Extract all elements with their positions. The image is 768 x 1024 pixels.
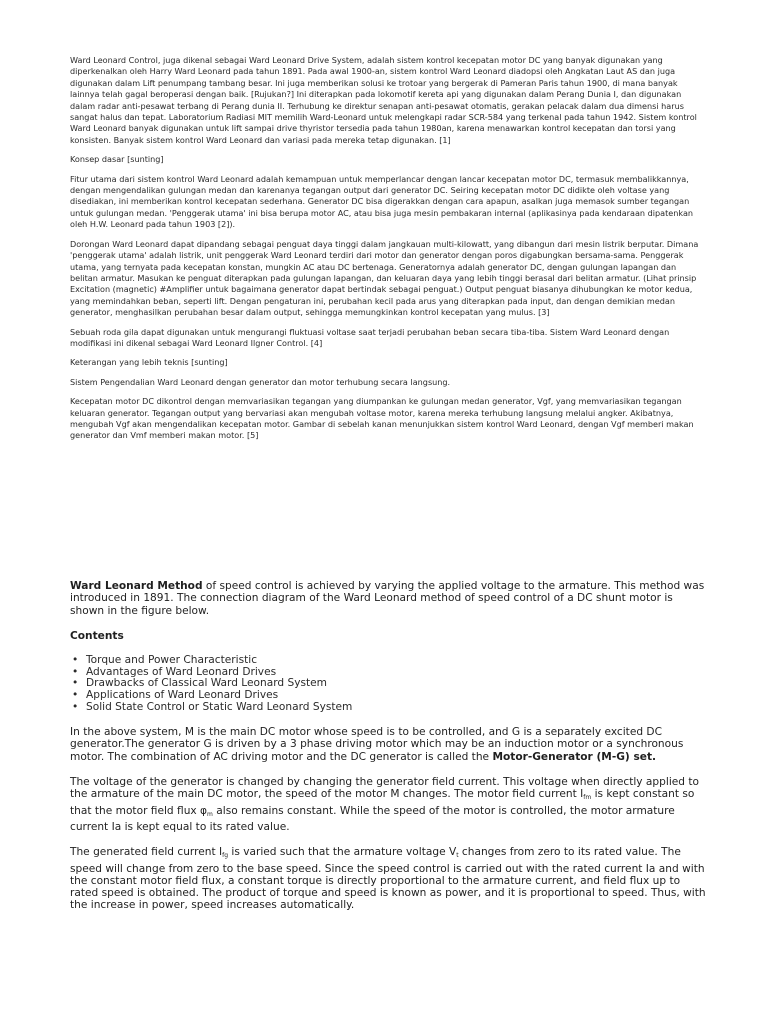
subscript: fg: [222, 852, 229, 860]
paragraph: Sebuah roda gila dapat digunakan untuk mengurangi fluktuasi voltase saat terjadi perubahan beban secara tiba-tiba. Sistem Ward Leonard dengan modifikasi ini dikenal sebagai Ward Leonard Ilgner Control. [4]: [70, 326, 670, 348]
paragraph-text: is varied such that the armature voltage V: [228, 846, 457, 859]
paragraph-bold: Motor-Generator (M-G) set.: [492, 750, 657, 763]
paragraph: [70, 776, 710, 833]
subscript: m: [207, 810, 213, 818]
section-heading: Konsep dasar [sunting]: [70, 154, 164, 165]
contents-item[interactable]: • Torque and Power Characteristic: [86, 655, 710, 667]
contents-list: [70, 655, 710, 713]
contents-heading: Contents: [70, 629, 124, 642]
paragraph-text: The voltage of the generator is changed by changing the generator field current. This voltage when directly applied to the armature of the main DC motor, the speed of the motor M changes. The motor field current I: [70, 776, 700, 801]
paragraph: Kecepatan motor DC dikontrol dengan memvariasikan tegangan yang diumpankan ke gulungan medan generator, Vgf, yang memvariasikan tegangan keluaran generator. Tegangan output yang bervariasi akan mengubah voltase motor, karena mereka terhubung langsung melalui angker. Akibatnya, mengubah Vgf akan mengendalikan kecepatan motor. Gambar di sebelah kanan menunjukkan sistem kontrol Ward Leonard, dengan Vgf memberi makan generator dan Vmf memberi makan motor. [5]: [70, 396, 694, 441]
paragraph-text: In the above system, M is the main DC motor whose speed is to be controlled, and G is a separately excited DC generator.The generator G is driven by a 3 phase driving motor which may be an induction motor or a synchronous motor. The combination of AC driving motor and the DC generator is called the: [70, 726, 684, 763]
paragraph-text: is kept constant so that the motor field flux φ: [70, 788, 695, 817]
intro-paragraph: [70, 580, 710, 617]
contents-item[interactable]: • Drawbacks of Classical Ward Leonard System: [86, 678, 710, 690]
paragraph-text: also remains constant. While the speed of the motor is controlled, the motor armature current Ia is kept equal to its rated value.: [70, 804, 675, 833]
section-heading: Keterangan yang lebih teknis [sunting]: [70, 357, 228, 368]
subscript: t: [456, 852, 459, 860]
contents-item[interactable]: • Advantages of Ward Leonard Drives: [86, 667, 710, 679]
intro-text: of speed control is achieved by varying the applied voltage to the armature. This method was introduced in 1891. The connection diagram of the Ward Leonard method of speed control of a DC shunt motor is shown in the figure below.: [70, 580, 705, 617]
paragraph: [70, 846, 710, 911]
intro-bold: Ward Leonard Method: [70, 580, 203, 592]
paragraph: [70, 726, 710, 763]
paragraph: Fitur utama dari sistem kontrol Ward Leonard adalah kemampuan untuk memperlancar dengan lancar kecepatan motor DC, termasuk membalikkannya, dengan mengendalikan gulungan medan dan karenanya tegangan output dari generator DC. Seiring kecepatan motor DC didikte oleh voltase yang disediakan, ini memberikan kontrol kecepatan sederhana. Generator DC bisa digerakkan dengan cara apapun, asalkan juga memasok sumber tegangan untuk gulungan medan. 'Penggerak utama' ini bisa berupa motor AC, atau bisa juga mesin pembakaran internal (aplikasinya pada kendaraan dipatenkan oleh H.W. Leonard pada tahun 1903 [2]).: [70, 173, 694, 230]
paragraph: Dorongan Ward Leonard dapat dipandang sebagai penguat daya tinggi dalam jangkauan multi-kilowatt, yang dibangun dari mesin listrik berputar. Dimana 'penggerak utama' adalah listrik, unit penggerak Ward Leonard terdiri dari motor dan generator dengan poros digabungkan bersama-sama. Penggerak utama, yang ternyata pada kecepatan konstan, mungkin AC atau DC bertenaga. Generatornya adalah generator DC, dengan gulungan lapangan dan belitan armatur. Masukan ke penguat diterapkan pada gulungan lapangan, dan keluaran daya yang lebih tinggi berasal dari belitan armatur. (Lihat prinsip Excitation (magnetic) #Amplifier untuk bagaimana generator dapat bertindak sebagai penguat.) Output penguat biasanya dihubungkan ke motor kedua, yang memindahkan beban, seperti lift. Dengan pengaturan ini, perubahan kecil pada arus yang diterapkan pada input, dan dengan demikian medan generator, menghasilkan perubahan besar dalam output, sehingga memungkinkan kontrol kecepatan yang mulus. [3]: [70, 238, 699, 318]
paragraph-text: changes from zero to its rated value. The speed will change from zero to the base speed. Since the speed control is carried out with the rated current Ia and with the constant motor field flux, a constant torque is directly proportional to the armature current, and field flux up to rated speed is obtained. The product of torque and speed is known as power, and it is proportional to speed. Thus, with the increase in power, speed increases automatically.: [70, 846, 706, 912]
english-section: [70, 580, 710, 925]
paragraph: Sistem Pengendalian Ward Leonard dengan generator dan motor terhubung secara langsung.: [70, 376, 451, 387]
indonesian-section: [70, 55, 700, 450]
paragraph-text: The generated field current I: [70, 846, 223, 859]
contents-item[interactable]: • Applications of Ward Leonard Drives: [86, 690, 710, 702]
contents-item[interactable]: • Solid State Control or Static Ward Leonard System: [86, 702, 710, 714]
paragraph: Ward Leonard Control, juga dikenal sebagai Ward Leonard Drive System, adalah sistem kontrol kecepatan motor DC yang banyak digunakan yang diperkenalkan oleh Harry Ward Leonard pada tahun 1891. Pada awal 1900-an, sistem kontrol Ward Leonard diadopsi oleh Angkatan Laut AS dan juga digunakan dalam Lift penumpang tambang besar. Ini juga memberikan solusi ke trotoar yang bergerak di Pameran Paris tahun 1900, di mana banyak lainnya telah gagal beroperasi dengan baik. [Rujukan?] Ini diterapkan pada lokomotif kereta api yang digunakan dalam Perang Dunia I, dan digunakan dalam radar anti-pesawat terbang di Perang dunia II. Terhubung ke direktur senapan anti-pesawat otomatis, gerakan pelacak dalam dua dimensi harus sangat halus dan tepat. Laboratorium Radiasi MIT memilih Ward-Leonard untuk melengkapi radar SCR-584 yang terkenal pada tahun 1942. Sistem kontrol Ward Leonard banyak digunakan untuk lift sampai drive thyristor tersedia pada tahun 1980an, karena menawarkan kontrol kecepatan dan torsi yang konsisten. Banyak sistem kontrol Ward Leonard dan variasi pada mereka tetap digunakan. [1]: [70, 55, 697, 145]
subscript: fm: [583, 794, 592, 802]
